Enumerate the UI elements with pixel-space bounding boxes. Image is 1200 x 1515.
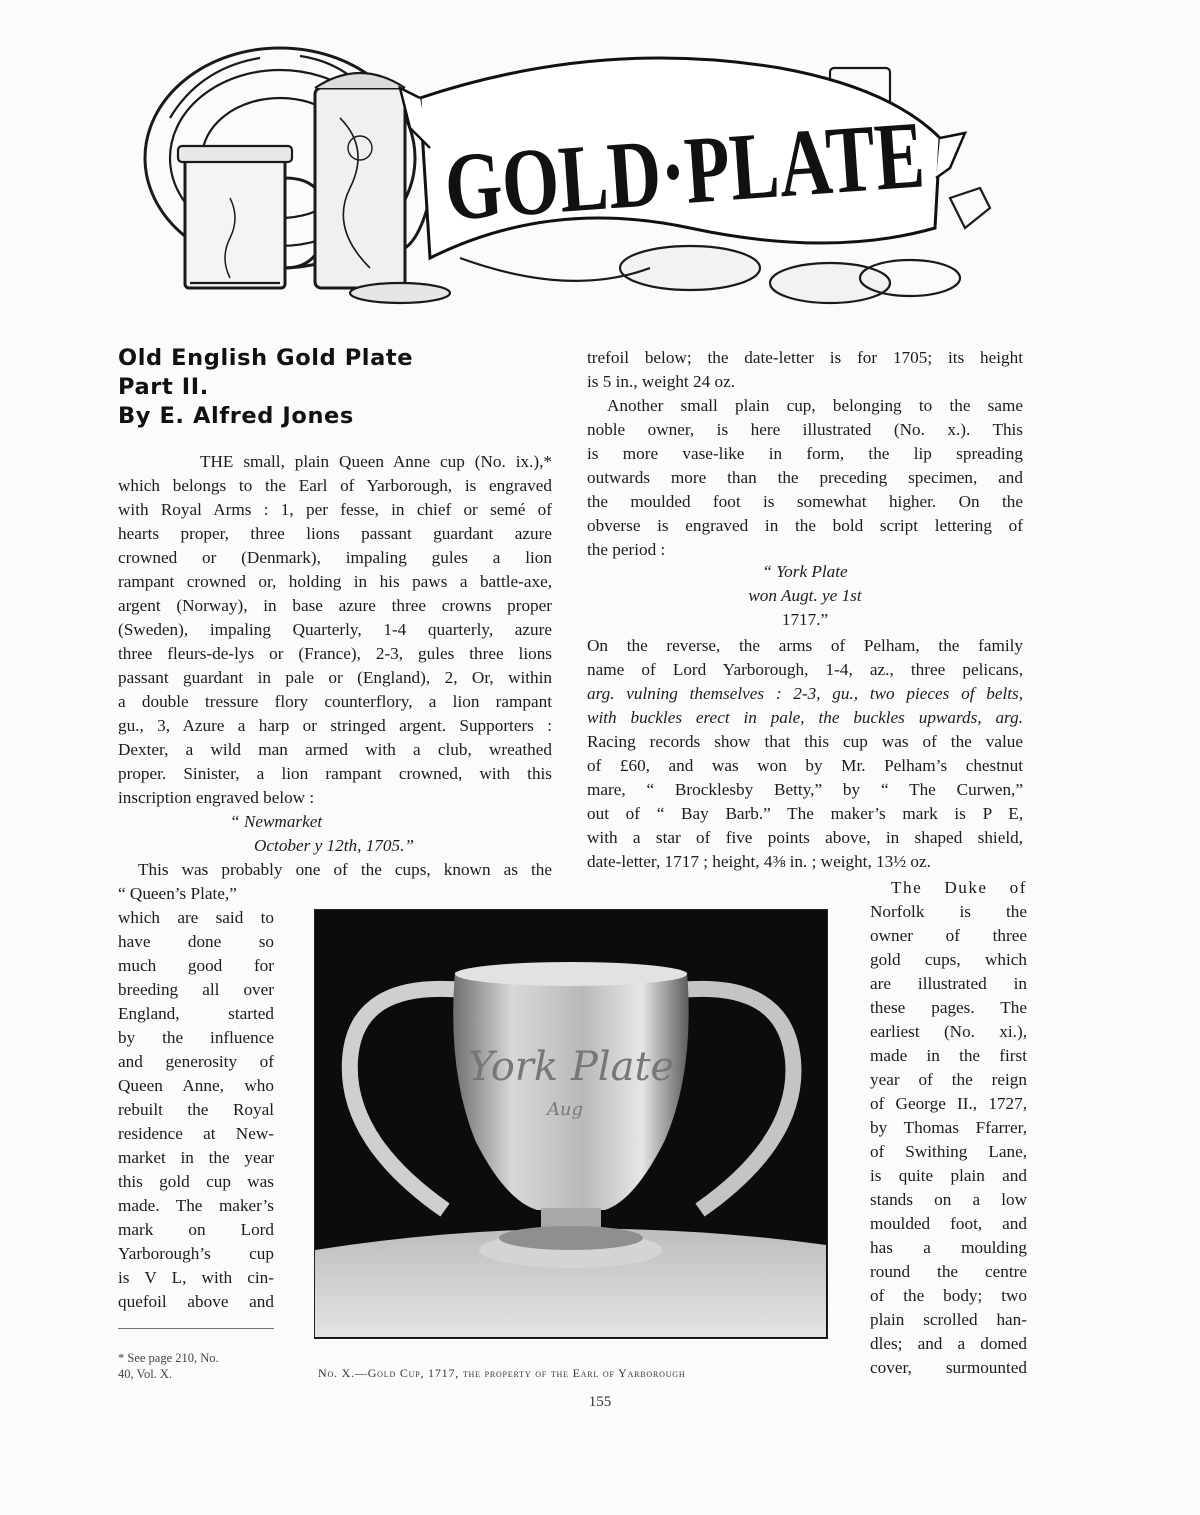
col1-narrow-8: and generosity of (118, 1052, 274, 1071)
col2-mid-7: mare, “ Brocklesby Betty,” by “ The Curwen,” (587, 780, 1023, 799)
col2-narrow-21: cover, surmounted (870, 1358, 1027, 1377)
col2-narrow-9: year of the reign (870, 1070, 1027, 1089)
col1-narrow-5: breeding all over (118, 980, 274, 999)
article-title-block (118, 344, 558, 431)
col2-narrow-4: gold cups, which (870, 950, 1027, 969)
col1-narrow-12: market in the year (118, 1148, 274, 1167)
col2-mid-3: arg. vulning themselves : 2-3, gu., two pieces of belts, (587, 684, 1023, 703)
col2-narrow-20: dles; and a domed (870, 1334, 1027, 1353)
col1-narrow-1: “ Queen’s Plate,” (118, 884, 237, 903)
col1-narrow-13: this gold cup was (118, 1172, 274, 1191)
col1-line-1: THE small, plain Queen Anne cup (No. ix.),* (200, 452, 552, 471)
col1-quote-2: October y 12th, 1705.” (254, 836, 414, 855)
col1-line-9: three fleurs-de-lys or (France), 2-3, gules three lions (118, 644, 552, 663)
col2-line-5: is more vase-like in form, the lip spreading (587, 444, 1023, 463)
col1-line-5: crowned or (Denmark), impaling gules a lion (118, 548, 552, 567)
col2-mid-10: date-letter, 1717 ; height, 4⅜ in. ; weight, 13½ oz. (587, 852, 931, 871)
col2-narrow-12: of Swithing Lane, (870, 1142, 1027, 1161)
col1-quote-1: “ Newmarket (230, 812, 323, 831)
col1-narrow-14: made. The maker’s (118, 1196, 274, 1215)
article-part: Part II. (118, 374, 209, 400)
col1-line-10: passant guardant in pale or (England), 2, Or, within (118, 668, 552, 687)
footnote-line-2: 40, Vol. X. (118, 1367, 173, 1381)
col2-mid-1: On the reverse, the arms of Pelham, the family (587, 636, 1023, 655)
col2-narrow-10: of George II., 1727, (870, 1094, 1027, 1113)
col1-line-13: Dexter, a wild man armed with a club, wreathed (118, 740, 552, 759)
col1-line-4: hearts proper, three lions passant guardant azure (118, 524, 552, 543)
col2-narrow-1: The Duke of (891, 878, 1027, 897)
page-number: 155 (588, 1394, 612, 1410)
col1-line-6: rampant crowned or, holding in his paws a battle-axe, (118, 572, 552, 591)
col1-narrow-3: have done so (118, 932, 274, 951)
col2-line-3: Another small plain cup, belonging to the same (607, 396, 1023, 415)
footnote (118, 1350, 219, 1382)
col2-narrow-19: plain scrolled han- (870, 1310, 1027, 1329)
col2-mid-2: name of Lord Yarborough, 1-4, az., three pelicans, (587, 660, 1023, 679)
col2-narrow-17: round the centre (870, 1262, 1027, 1281)
col2-quote-2: won Augt. ye 1st (748, 586, 862, 605)
article-title: Old English Gold Plate (118, 345, 414, 371)
col1-narrow-4: much good for (118, 956, 274, 975)
col2-mid-8: out of “ Bay Barb.” The maker’s mark is P E, (587, 804, 1023, 823)
photo-engraving-2: Aug (546, 1099, 584, 1120)
col1-line-7: argent (Norway), in base azure three crowns proper (118, 596, 552, 615)
col2-quote-3: 1717.” (781, 610, 829, 629)
col1-line-15: inscription engraved below : (118, 788, 315, 807)
col1-narrow-7: by the influence (118, 1028, 274, 1047)
col1-line-after-quote: This was probably one of the cups, known as the (138, 860, 552, 879)
col2-narrow-2: Norfolk is the (870, 902, 1027, 921)
col1-narrow-2: which are said to (118, 908, 274, 927)
footnote-rule (118, 1328, 274, 1329)
col2-line-7: the moulded foot is somewhat higher. On the (587, 492, 1023, 511)
col2-line-1: trefoil below; the date-letter is for 1705; its height (587, 348, 1023, 367)
col1-narrow-9: Queen Anne, who (118, 1076, 274, 1095)
col2-quote-1: “ York Plate (762, 562, 848, 581)
col1-narrow-6: England, started (118, 1004, 274, 1023)
footnote-line-1: * See page 210, No. (118, 1351, 219, 1365)
gold-cup-photo (314, 909, 828, 1339)
col1-narrow-10: rebuilt the Royal (118, 1100, 274, 1119)
col2-mid-6: of £60, and was won by Mr. Pelham’s chestnut (587, 756, 1023, 775)
article-byline: By E. Alfred Jones (118, 403, 354, 429)
col1-narrow-16: Yarborough’s cup (118, 1244, 274, 1263)
col2-mid-4: with buckles erect in pale, the buckles upwards, arg. (587, 708, 1023, 727)
col2-line-4: noble owner, is here illustrated (No. x.). This (587, 420, 1023, 439)
col1-narrow-15: mark on Lord (118, 1220, 274, 1239)
photo-caption: No. X.—Gold Cup, 1717, the property of the Earl of Yarborough (318, 1366, 686, 1380)
col2-narrow-14: stands on a low (870, 1190, 1027, 1209)
col2-narrow-8: made in the first (870, 1046, 1027, 1065)
col1-narrow-11: residence at New- (118, 1124, 274, 1143)
banner-title: GOLD·PLATE (441, 90, 1075, 241)
col1-line-11: a double tressure flory counterflory, a lion rampant (118, 692, 552, 711)
col2-line-6: outwards more than the preceding specimen, and (587, 468, 1023, 487)
col2-narrow-16: has a moulding (870, 1238, 1027, 1257)
col2-narrow-18: of the body; two (870, 1286, 1027, 1305)
photo-engraving-1: York Plate (467, 1044, 675, 1090)
col2-line-9: the period : (587, 540, 666, 559)
col1-line-3: with Royal Arms : 1, per fesse, in chief or semé of (118, 500, 552, 519)
col2-line-8: obverse is engraved in the bold script lettering of (587, 516, 1023, 535)
col1-line-12: gu., 3, Azure a harp or stringed argent. Supporters : (118, 716, 552, 735)
col2-narrow-15: moulded foot, and (870, 1214, 1027, 1233)
col2-mid-5: Racing records show that this cup was of the value (587, 732, 1023, 751)
gold-plate-banner (130, 28, 1075, 313)
gold-cup-illustration (315, 910, 826, 1337)
col1-narrow-18: quefoil above and (118, 1292, 274, 1311)
col2-mid-9: with a star of five points above, in shaped shield, (587, 828, 1023, 847)
col2-narrow-3: owner of three (870, 926, 1027, 945)
col2-narrow-11: by Thomas Ffarrer, (870, 1118, 1027, 1137)
col1-line-8: (Sweden), impaling Quarterly, 1-4 quarterly, azure (118, 620, 552, 639)
col1-line-2: which belongs to the Earl of Yarborough, is engraved (118, 476, 552, 495)
col2-narrow-5: are illustrated in (870, 974, 1027, 993)
col2-line-2: is 5 in., weight 24 oz. (587, 372, 735, 391)
col2-narrow-13: is quite plain and (870, 1166, 1027, 1185)
col1-line-14: proper. Sinister, a lion rampant crowned, with this (118, 764, 552, 783)
col2-narrow-7: earliest (No. xi.), (870, 1022, 1027, 1041)
col1-narrow-17: is V L, with cin- (118, 1268, 274, 1287)
col2-narrow-6: these pages. The (870, 998, 1027, 1017)
